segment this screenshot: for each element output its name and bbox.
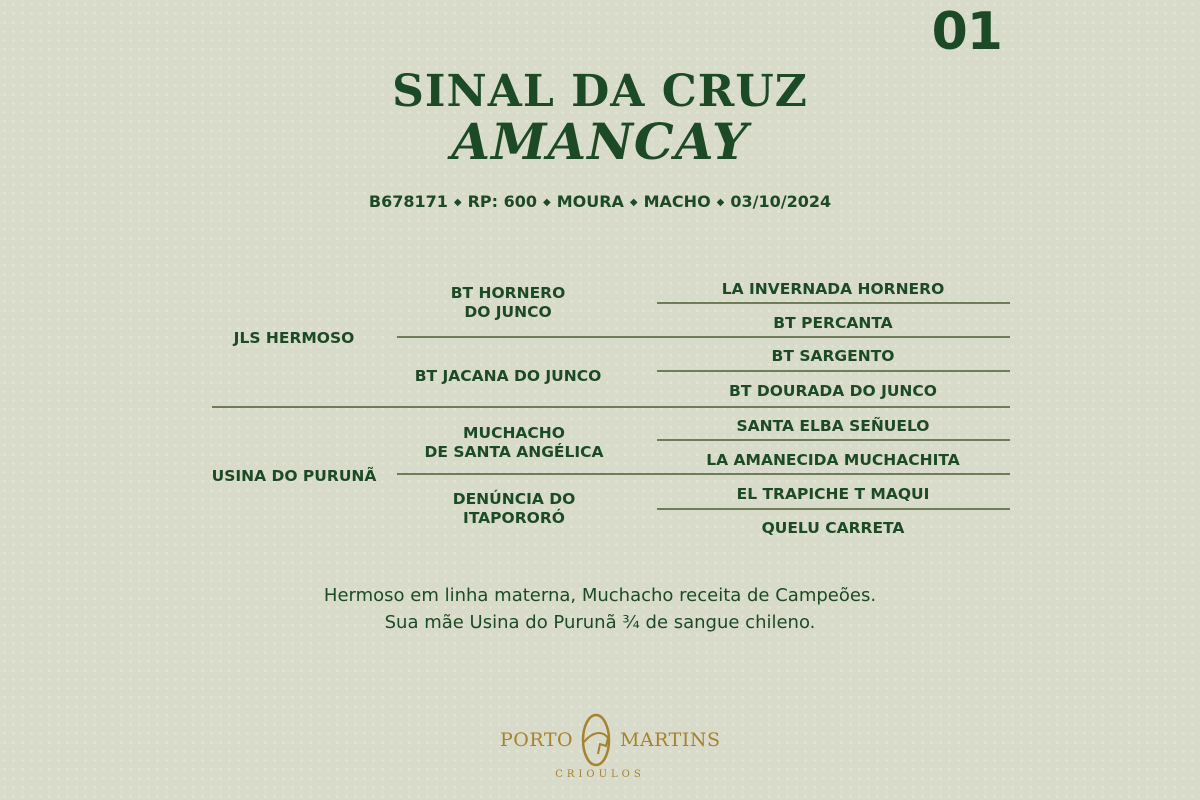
description — [0, 582, 1200, 636]
separator-icon: ◆ — [716, 197, 725, 208]
great-grandparent: BT PERCANTA — [773, 314, 893, 332]
logo-left-text: PORTO — [500, 729, 574, 751]
divider — [397, 473, 1010, 475]
divider — [657, 439, 1010, 441]
separator-icon: ◆ — [453, 197, 462, 208]
great-grandparent: LA AMANECIDA MUCHACHITA — [706, 451, 960, 469]
horse-head-icon — [578, 712, 614, 768]
great-grandparent: QUELU CARRETA — [761, 519, 905, 537]
birth-date: 03/10/2024 — [730, 192, 832, 211]
horse-info — [0, 192, 1200, 211]
divider — [657, 302, 1010, 304]
rp: RP: 600 — [467, 192, 537, 211]
divider — [657, 370, 1010, 372]
porto-martins-logo — [480, 710, 720, 790]
divider — [397, 336, 1010, 338]
description-line: Sua mãe Usina do Purunã ¾ de sangue chileno. — [384, 612, 816, 633]
grandparent: MUCHACHO DE SANTA ANGÉLICA — [424, 424, 604, 461]
separator-icon: ◆ — [543, 197, 551, 208]
coat: MOURA — [556, 192, 624, 211]
parent-sire: JLS HERMOSO — [233, 329, 355, 347]
great-grandparent: EL TRAPICHE T MAQUI — [736, 485, 930, 503]
great-grandparent: BT DOURADA DO JUNCO — [729, 382, 937, 400]
divider — [657, 508, 1010, 510]
logo-right-text: MARTINS — [620, 729, 721, 751]
registry: B678171 — [368, 192, 448, 211]
grandparent: DENÚNCIA DO ITAPORORÓ — [452, 490, 576, 527]
great-grandparent: SANTA ELBA SEÑUELO — [736, 417, 930, 435]
sex: MACHO — [643, 192, 711, 211]
divider — [212, 406, 1010, 408]
sire-title: SINAL DA CRUZ — [392, 66, 808, 117]
separator-icon: ◆ — [629, 197, 638, 208]
parent-dam: USINA DO PURUNÃ — [211, 467, 377, 485]
horse-name: AMANCAY — [451, 112, 749, 171]
description-line: Hermoso em linha materna, Muchacho receita de Campeões. — [323, 585, 877, 606]
great-grandparent: BT SARGENTO — [771, 347, 895, 365]
grandparent: BT HORNERO DO JUNCO — [450, 284, 566, 321]
great-grandparent: LA INVERNADA HORNERO — [721, 280, 945, 298]
grandparent: BT JACANA DO JUNCO — [414, 367, 602, 385]
logo-subtitle: CRIOULOS — [555, 769, 645, 780]
lot-number: 01 — [931, 2, 1002, 62]
